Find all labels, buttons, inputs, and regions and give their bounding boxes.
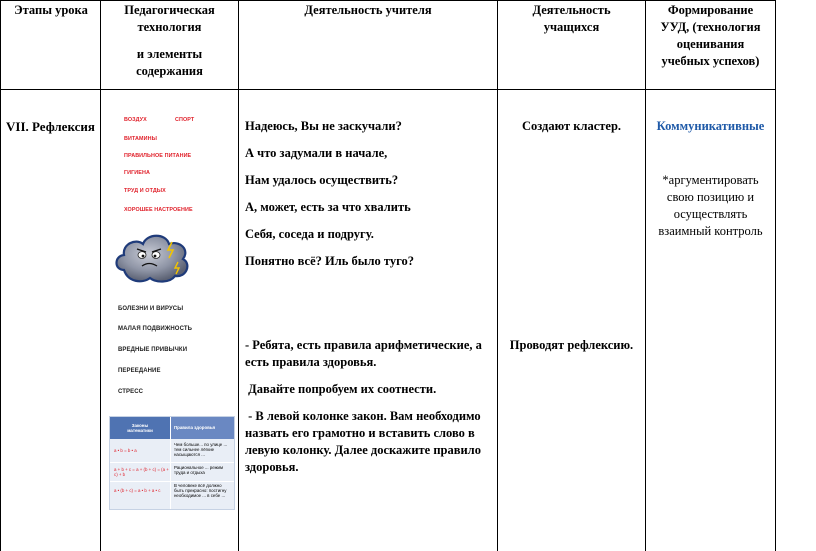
uud-title: Коммуникативные <box>656 119 765 133</box>
laws-table-row1-rule: Чем больше... по улице ... тем сильнее лёгкие насыщаются ... <box>174 442 228 457</box>
laws-table-col-divider <box>170 417 171 509</box>
teacher-line-9b: назвать его грамотно и вставить слово в <box>245 426 475 440</box>
header-teacher-text: Деятельность учителя <box>304 3 432 17</box>
students-activity-1: Создают кластер. <box>521 119 622 133</box>
laws-table-row1-law: a • b = b • a <box>114 448 137 453</box>
teacher-activity <box>245 118 495 270</box>
header-technology-line2: технология <box>137 20 202 34</box>
word-air: ВОЗДУХ <box>124 117 147 123</box>
laws-table-head2: Правила здоровья <box>174 425 216 430</box>
table-column-divider-1 <box>100 0 101 551</box>
header-teacher <box>239 2 497 19</box>
teacher-line-7b: есть правила здоровья. <box>245 355 377 369</box>
word-illness: БОЛЕЗНИ И ВИРУСЫ <box>118 306 184 312</box>
header-uud <box>646 2 775 70</box>
stage-name: VII. Рефлексия <box>6 119 95 134</box>
uud-line-1: *аргументировать <box>662 173 759 187</box>
word-vitamins: ВИТАМИНЫ <box>124 136 157 142</box>
header-students-line1: Деятельность <box>532 3 611 17</box>
teacher-line-3: Нам удалось осуществить? <box>245 173 399 187</box>
laws-table-head1: Законы математики <box>127 423 153 433</box>
teacher-line-6: Понятно всё? Иль было туго? <box>245 254 414 268</box>
header-technology-line1: Педагогическая <box>124 3 215 17</box>
laws-table-row-divider-1 <box>110 462 234 463</box>
uud-line-2: свою позицию и <box>666 190 755 204</box>
table-border-right <box>775 0 776 551</box>
laws-table-row3-rule: В человеке всё должно быть прекрасно: постигну необходимое ... в себе ... <box>174 483 227 498</box>
teacher-line-7a: - Ребята, есть правила арифметические, а <box>245 338 482 352</box>
laws-table-row2-rule: Рациональное ... режим труда и отдыха <box>174 465 223 475</box>
header-uud-line2: УУД, (технология <box>660 20 761 34</box>
table-header-divider <box>0 89 776 90</box>
table-column-divider-4 <box>645 0 646 551</box>
word-row-1 <box>124 117 147 123</box>
table-column-divider-3 <box>497 0 498 551</box>
header-technology <box>101 2 238 80</box>
word-good-mood: ХОРОШЕЕ НАСТРОЕНИЕ <box>124 207 193 213</box>
teacher-line-9d: здоровья. <box>245 460 299 474</box>
header-uud-line3: оценивания <box>676 37 745 51</box>
word-sport-text: СПОРТ <box>175 117 195 123</box>
teacher-line-1: Надеюсь, Вы не заскучали? <box>245 119 402 133</box>
header-students <box>498 2 645 36</box>
header-technology-line4: содержания <box>136 64 203 78</box>
word-sport <box>175 117 194 123</box>
header-students-line2: учащихся <box>543 20 600 34</box>
laws-health-table <box>109 416 235 510</box>
laws-table-row-divider-2 <box>110 481 234 482</box>
header-stages-text: Этапы урока <box>14 3 88 17</box>
laws-table-row3-law: a • (b + c) = a • b + a • c <box>114 488 161 493</box>
header-uud-line4: учебных успехов) <box>661 54 760 68</box>
uud-line-4: взаимный контроль <box>658 224 763 238</box>
laws-table-row2-law: a + b + c = a + (b + c) = (a + c) + b <box>114 467 169 477</box>
word-bad-habits: ВРЕДНЫЕ ПРИВЫЧКИ <box>118 347 188 353</box>
teacher-activity-part2 <box>245 337 495 476</box>
teacher-line-9c: левую колонку. Далее доскажите правило <box>245 443 481 457</box>
students-activity-2: Проводят рефлексию. <box>509 338 634 352</box>
teacher-line-2: А что задумали в начале, <box>245 146 388 160</box>
storm-cloud-icon <box>112 228 192 284</box>
word-work-rest: ТРУД И ОТДЫХ <box>124 188 166 194</box>
header-uud-line1: Формирование <box>667 3 754 17</box>
header-stages <box>3 2 99 19</box>
teacher-line-8: Давайте попробуем их соотнести. <box>245 382 437 396</box>
uud-description <box>646 172 775 240</box>
word-hygiene: ГИГИЕНА <box>124 170 150 176</box>
word-nutrition: ПРАВИЛЬНОЕ ПИТАНИЕ <box>124 153 192 159</box>
teacher-line-5: Себя, соседа и подругу. <box>245 227 374 241</box>
table-column-divider-2 <box>238 0 239 551</box>
table-border-left <box>0 0 1 551</box>
word-overeating: ПЕРЕЕДАНИЕ <box>118 368 161 374</box>
header-technology-line3: и элементы <box>136 47 203 61</box>
word-stress: СТРЕСС <box>118 389 144 395</box>
uud-line-3: осуществлять <box>673 207 748 221</box>
teacher-line-9a: - В левой колонке закон. Вам необходимо <box>245 409 481 423</box>
word-low-mobility: МАЛАЯ ПОДВИЖНОСТЬ <box>118 326 193 332</box>
table-border-top <box>0 0 776 1</box>
teacher-line-4: А, может, есть за что хвалить <box>245 200 411 214</box>
